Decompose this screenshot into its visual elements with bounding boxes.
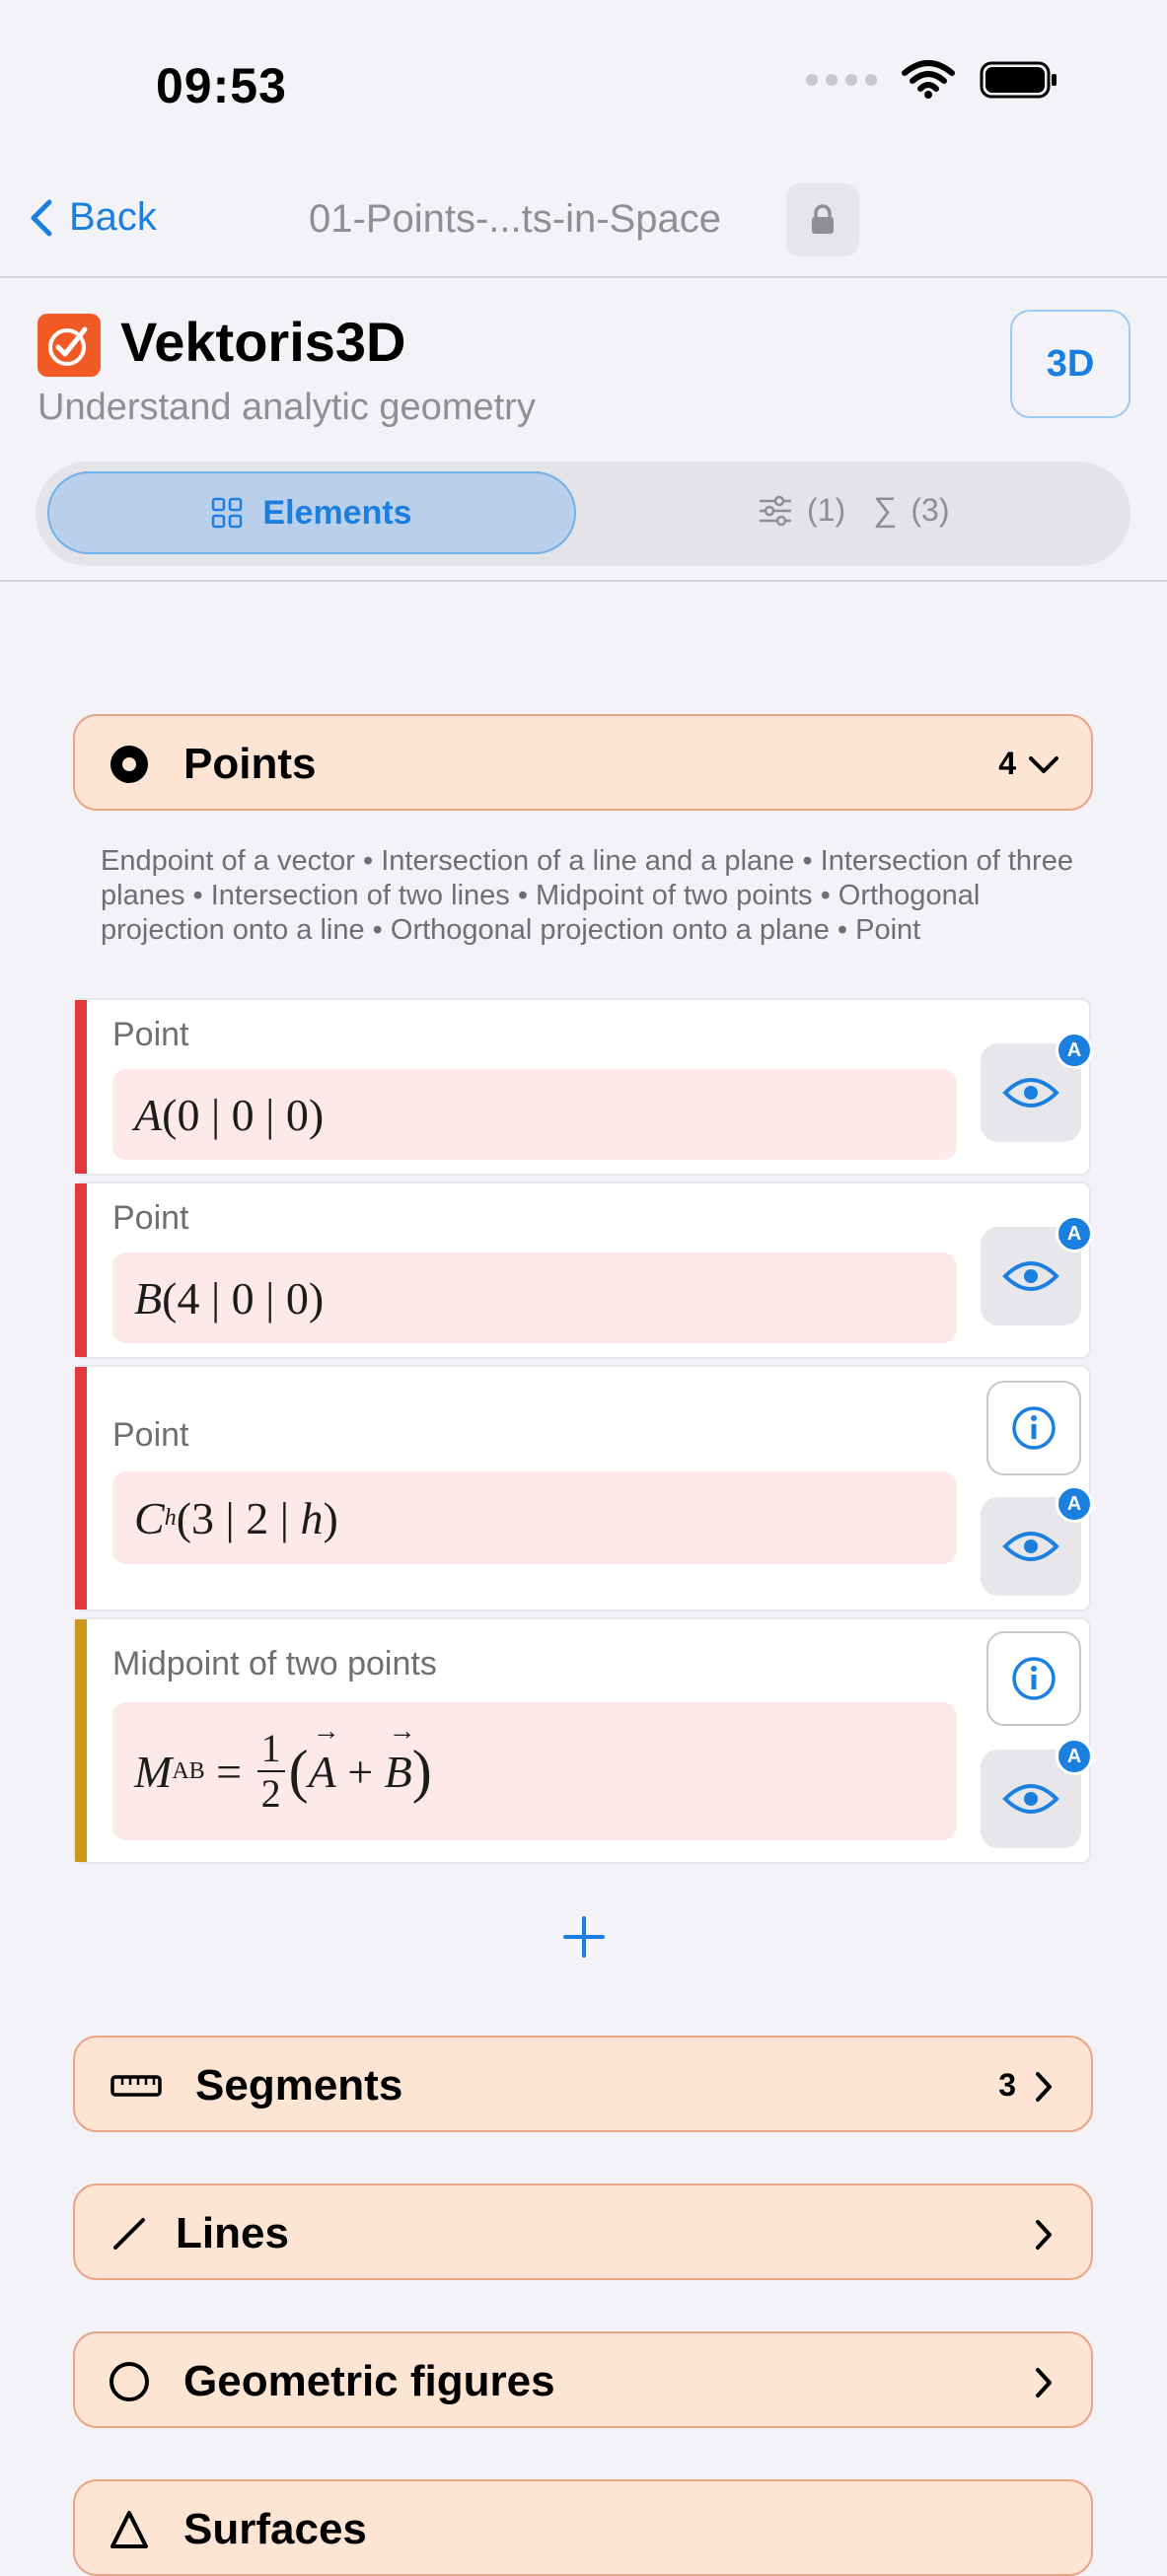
section-title: Surfaces (183, 2505, 367, 2553)
app-name: Vektoris3D (120, 311, 406, 373)
coord-x: 3 (191, 1492, 215, 1543)
point-expression[interactable]: A ( 0 | 0 | 0 ) (112, 1069, 957, 1160)
section-lines-header[interactable] (73, 2183, 1093, 2280)
section-title: Segments (195, 2061, 403, 2110)
chevron-down-icon (1026, 748, 1061, 783)
point-name: A (134, 1089, 163, 1140)
section-figures-header[interactable] (73, 2331, 1093, 2428)
color-bar (75, 1619, 87, 1862)
element-type-label: Midpoint of two points (112, 1645, 437, 1682)
surface-icon (109, 2509, 150, 2550)
info-icon (1011, 1405, 1057, 1451)
point-expression[interactable]: B ( 4 | 0 | 0 ) (112, 1252, 957, 1343)
point-subscript: AB (172, 1757, 205, 1784)
section-surfaces-header[interactable] (73, 2479, 1093, 2576)
point-card[interactable] (73, 1617, 1091, 1864)
element-type-label: Point (112, 1016, 189, 1053)
add-element-button[interactable] (552, 1905, 616, 1968)
info-button[interactable] (986, 1631, 1081, 1726)
fraction-denominator: 2 (260, 1771, 281, 1816)
coord-y: 0 (231, 1089, 255, 1140)
auto-label-badge: A (1056, 1032, 1093, 1069)
section-segments-header[interactable] (73, 2036, 1093, 2132)
point-name: C (134, 1492, 165, 1543)
eye-icon (1002, 1258, 1059, 1294)
fraction (257, 1727, 285, 1816)
point-expression[interactable]: C h ( 3 | 2 | h ) (112, 1471, 957, 1564)
back-button[interactable] (28, 195, 157, 240)
sigma-icon: ∑ (873, 491, 898, 529)
chevron-left-icon (28, 198, 53, 238)
info-icon (1011, 1656, 1057, 1701)
wifi-icon (903, 61, 954, 99)
status-icons (806, 61, 1058, 99)
point-subscript: h (164, 1504, 177, 1531)
point-icon (109, 744, 150, 785)
view-segmented-control (36, 462, 1131, 566)
cellular-signal-icon (806, 74, 877, 86)
battery-icon (980, 61, 1058, 99)
status-bar (0, 0, 1167, 168)
auto-label-badge: A (1056, 1738, 1093, 1775)
plus-icon (562, 1915, 606, 1959)
document-title[interactable]: 01-Points-...ts-in-Space (309, 197, 721, 241)
element-type-label: Point (112, 1416, 189, 1454)
vector-a: → A (309, 1746, 336, 1798)
point-card[interactable] (73, 998, 1091, 1176)
app-logo (37, 314, 101, 377)
tab-elements[interactable] (47, 471, 576, 554)
vector-b: → B (385, 1746, 412, 1798)
section-count: 4 (998, 746, 1016, 781)
line-icon (109, 2213, 150, 2254)
color-bar (75, 1367, 87, 1610)
point-card[interactable] (73, 1181, 1091, 1359)
color-bar (75, 1183, 87, 1357)
app-header (0, 280, 1167, 582)
section-title: Points (183, 740, 317, 788)
chevron-right-icon (1026, 2365, 1061, 2400)
points-description: Endpoint of a vector • Intersection of a line and a plane • Intersection of three planes • Intersection of two lines • Midpoint of two points • Orthogonal projection onto a line • Orthogonal projection onto a plane • Point (101, 845, 1073, 946)
eye-icon (1002, 1529, 1059, 1564)
circle-icon (109, 2361, 150, 2402)
nav-bar (0, 168, 1167, 278)
coord-z: 0 (285, 1089, 309, 1140)
coord-z: h (300, 1492, 324, 1543)
tab-elements-label: Elements (262, 493, 412, 532)
back-label: Back (69, 195, 157, 239)
section-points-header[interactable] (73, 714, 1093, 811)
auto-label-badge: A (1056, 1485, 1093, 1523)
coord-z: 0 (285, 1272, 309, 1324)
point-card[interactable] (73, 1365, 1091, 1611)
chevron-right-icon (1026, 2069, 1061, 2105)
ruler-icon (110, 2065, 162, 2107)
point-name: M (134, 1746, 173, 1797)
sliders-icon (758, 496, 793, 526)
parameters-count: (1) (807, 492, 846, 528)
coord-x: 0 (177, 1089, 200, 1140)
info-button[interactable] (986, 1381, 1081, 1475)
element-type-label: Point (112, 1199, 189, 1237)
point-name: B (134, 1272, 163, 1324)
section-title: Lines (176, 2209, 289, 2257)
section-count: 3 (998, 2067, 1016, 2103)
coord-y: 0 (231, 1272, 255, 1324)
auto-label-badge: A (1056, 1215, 1093, 1252)
app-subtitle: Understand analytic geometry (37, 387, 536, 428)
lock-button[interactable] (786, 183, 859, 256)
lock-icon (810, 204, 836, 236)
status-time: 09:53 (156, 58, 287, 113)
color-bar (75, 1000, 87, 1174)
fraction-numerator: 1 (257, 1727, 285, 1772)
logo-check-icon (45, 322, 93, 369)
view-3d-button[interactable]: 3D (1010, 310, 1131, 418)
eye-icon (1002, 1075, 1059, 1110)
coord-x: 4 (177, 1272, 200, 1324)
eye-icon (1002, 1781, 1059, 1817)
sums-count: (3) (911, 492, 950, 528)
chevron-right-icon (1026, 2217, 1061, 2253)
tab-parameters-formulas[interactable] (758, 491, 949, 530)
midpoint-expression[interactable]: M AB = $\frac{1}{2}$ ( → A + → B ) (112, 1702, 957, 1840)
grid-icon (211, 497, 243, 529)
section-title: Geometric figures (183, 2357, 555, 2405)
coord-y: 2 (246, 1492, 269, 1543)
